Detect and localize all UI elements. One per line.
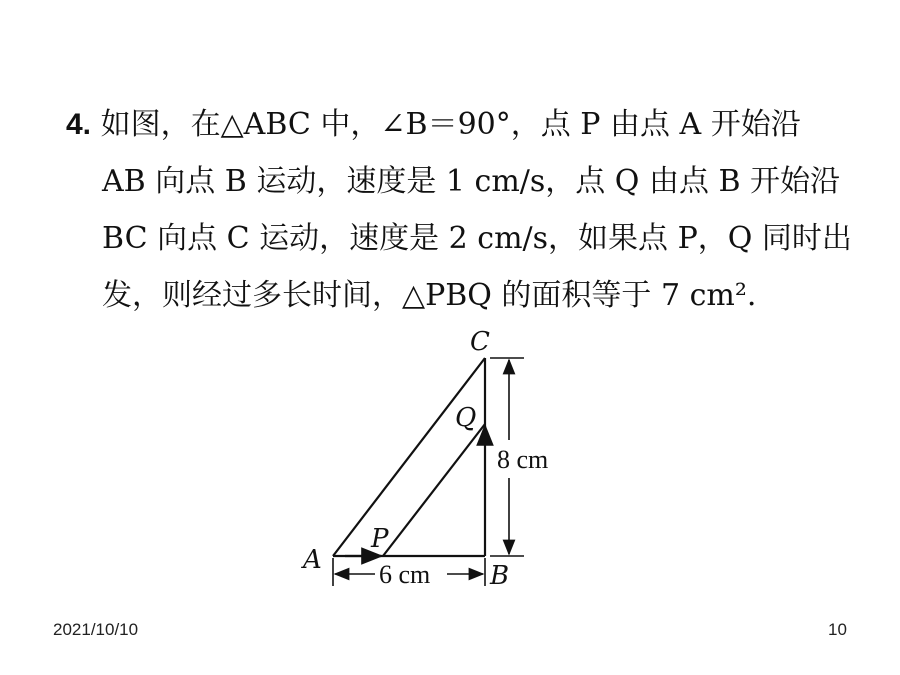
problem-text: 如图，在△ABC 中，∠B＝90°，点 P 由点 A 开始沿 [100,107,801,142]
footer-date: 2021/10/10 [53,620,139,639]
label-c: C [470,327,490,357]
problem-line-3: BC 向点 C 运动，速度是 2 cm/s，如果点 P，Q 同时出 [102,221,852,256]
segment-pq [383,424,485,556]
problem-line-2: AB 向点 B 运动，速度是 1 cm/s，点 Q 由点 B 开始沿 [102,164,841,199]
page-number: 10 [828,620,847,639]
label-a: A [303,545,322,575]
dimension-8cm: 8 cm [497,445,549,474]
dimension-6cm: 6 cm [379,560,431,589]
label-q: Q [455,403,477,433]
problem-number: 4. [66,108,92,141]
label-b: B [490,561,510,591]
label-p: P [371,524,389,554]
problem-line-4: 发，则经过多长时间，△PBQ 的面积等于 7 cm². [102,278,757,313]
side-ac [333,358,485,556]
